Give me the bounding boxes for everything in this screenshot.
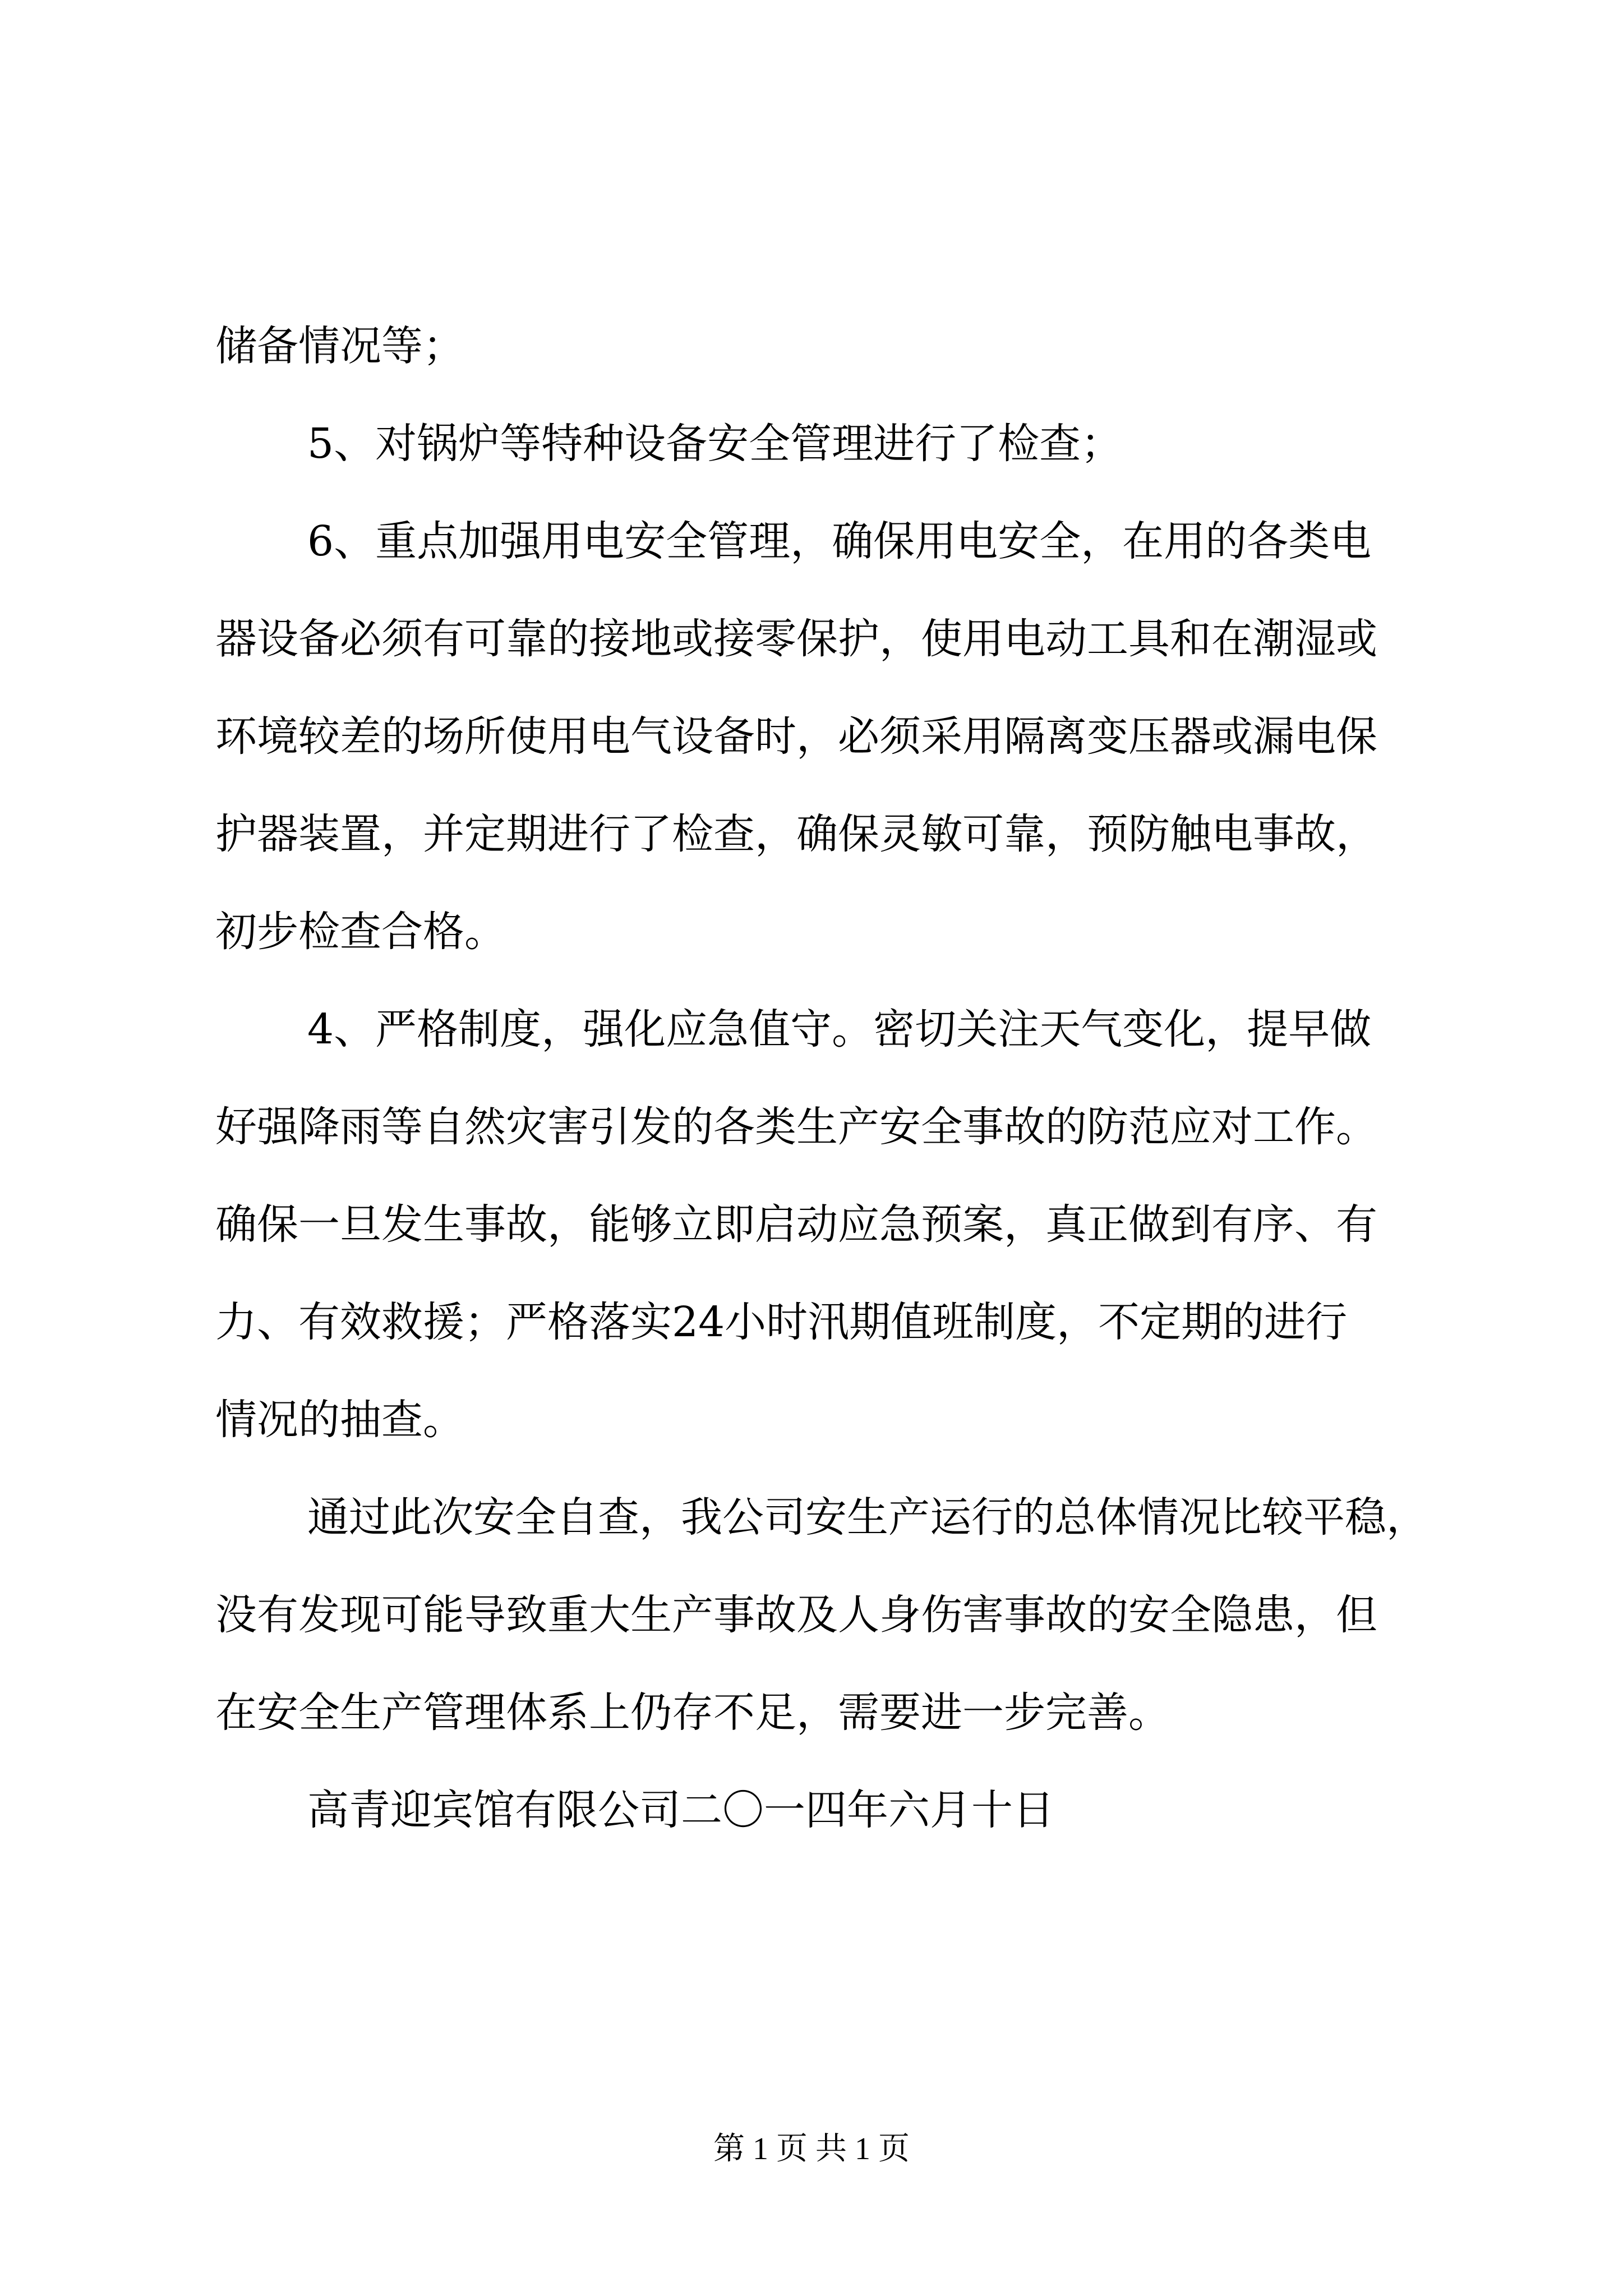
- text-line: 确保一旦发生事故，能够立即启动应急预案，真正做到有序、有: [215, 1200, 1377, 1249]
- text-line: 器设备必须有可靠的接地或接零保护，使用电动工具和在潮湿或: [215, 615, 1377, 663]
- text-line: 好强降雨等自然灾害引发的各类生产安全事故的防范应对工作。: [215, 1103, 1377, 1151]
- document-body: [215, 297, 1428, 1859]
- text-line: 护器装置，并定期进行了检查，确保灵敏可靠，预防触电事故，: [215, 810, 1377, 858]
- page-number-footer: 第 1 页 共 1 页: [713, 2132, 910, 2166]
- text-line: 在安全生产管理体系上仍存不足，需要进一步完善。: [215, 1688, 1170, 1737]
- text-line: 情况的抽查。: [215, 1396, 464, 1444]
- text-line: 储备情况等；: [215, 322, 464, 370]
- text-line: 通过此次安全自查，我公司安生产运行的总体情况比较平稳，: [307, 1493, 1428, 1542]
- text-line: 5、对锅炉等特种设备安全管理进行了检查；: [307, 420, 1123, 468]
- text-line: 力、有效救援；严格落实24小时汛期值班制度，不定期的进行: [215, 1298, 1348, 1346]
- text-line: 4、严格制度，强化应急值守。密切关注天气变化，提早做: [307, 1005, 1372, 1053]
- text-line: 环境较差的场所使用电气设备时，必须采用隔离变压器或漏电保: [215, 712, 1377, 761]
- text-line: 6、重点加强用电安全管理，确保用电安全，在用的各类电: [307, 517, 1372, 565]
- text-line: 没有发现可能导致重大生产事故及人身伤害事故的安全隐患，但: [215, 1591, 1377, 1639]
- signature-date-line: 高青迎宾馆有限公司二〇一四年六月十日: [307, 1786, 1054, 1834]
- text-line: 初步检查合格。: [215, 908, 506, 956]
